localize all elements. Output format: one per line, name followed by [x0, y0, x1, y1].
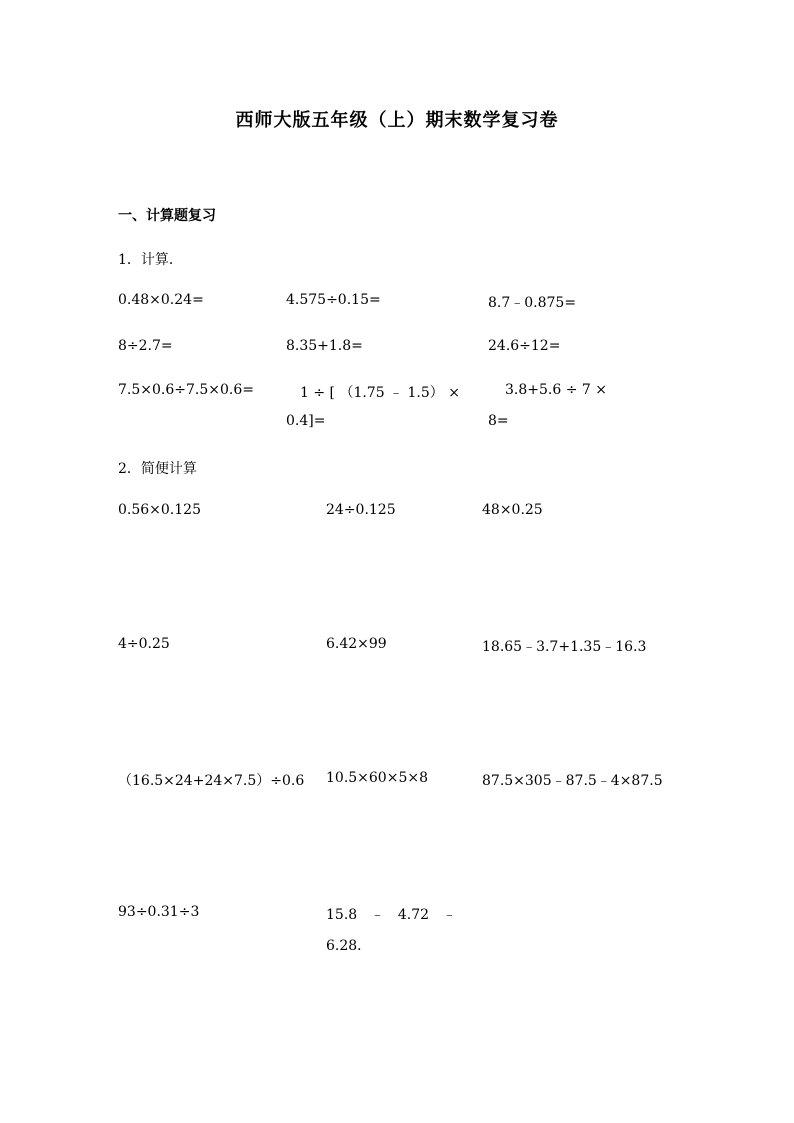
page-title: 西师大版五年级（上）期末数学复习卷: [235, 110, 559, 131]
q2-item: 4÷0.25: [118, 636, 170, 652]
q1-item-continuation: 8=: [488, 413, 509, 429]
q2-item: 24÷0.125: [326, 502, 396, 518]
section-heading-calculation: 一、计算题复习: [118, 208, 216, 224]
q1-item-continuation: 0.4]=: [286, 413, 326, 429]
q1-item: 4.575÷0.15=: [286, 292, 381, 308]
q2-item: 48×0.25: [482, 502, 543, 518]
q1-item: 0.48×0.24=: [118, 292, 204, 308]
q2-item: 18.65﹣3.7+1.35﹣16.3: [482, 639, 647, 655]
question-1-label: 1．计算．: [118, 252, 183, 268]
q2-item: 15.8 ﹣ 4.72 ﹣: [326, 907, 457, 923]
q1-item: 1 ÷ [ （1.75 ﹣ 1.5） ×: [300, 385, 460, 401]
q1-item: 3.8+5.6 ÷ 7 ×: [505, 382, 607, 398]
q1-item: 7.5×0.6÷7.5×0.6=: [118, 382, 254, 398]
q2-item: 6.42×99: [326, 636, 387, 652]
q1-item: 8.35+1.8=: [286, 338, 363, 354]
q2-item-continuation: 6.28．: [326, 938, 372, 954]
q2-item: 10.5×60×5×8: [326, 770, 428, 786]
q2-item: 93÷0.31÷3: [118, 904, 200, 920]
question-2-label: 2．简便计算: [118, 461, 197, 477]
q2-item: 87.5×305﹣87.5﹣4×87.5: [482, 773, 663, 789]
q2-item: （16.5×24+24×7.5）÷0.6: [118, 773, 305, 789]
q2-item: 0.56×0.125: [118, 502, 201, 518]
q1-item: 24.6÷12=: [488, 338, 561, 354]
q1-item: 8.7﹣0.875=: [488, 295, 577, 311]
q1-item: 8÷2.7=: [118, 338, 173, 354]
